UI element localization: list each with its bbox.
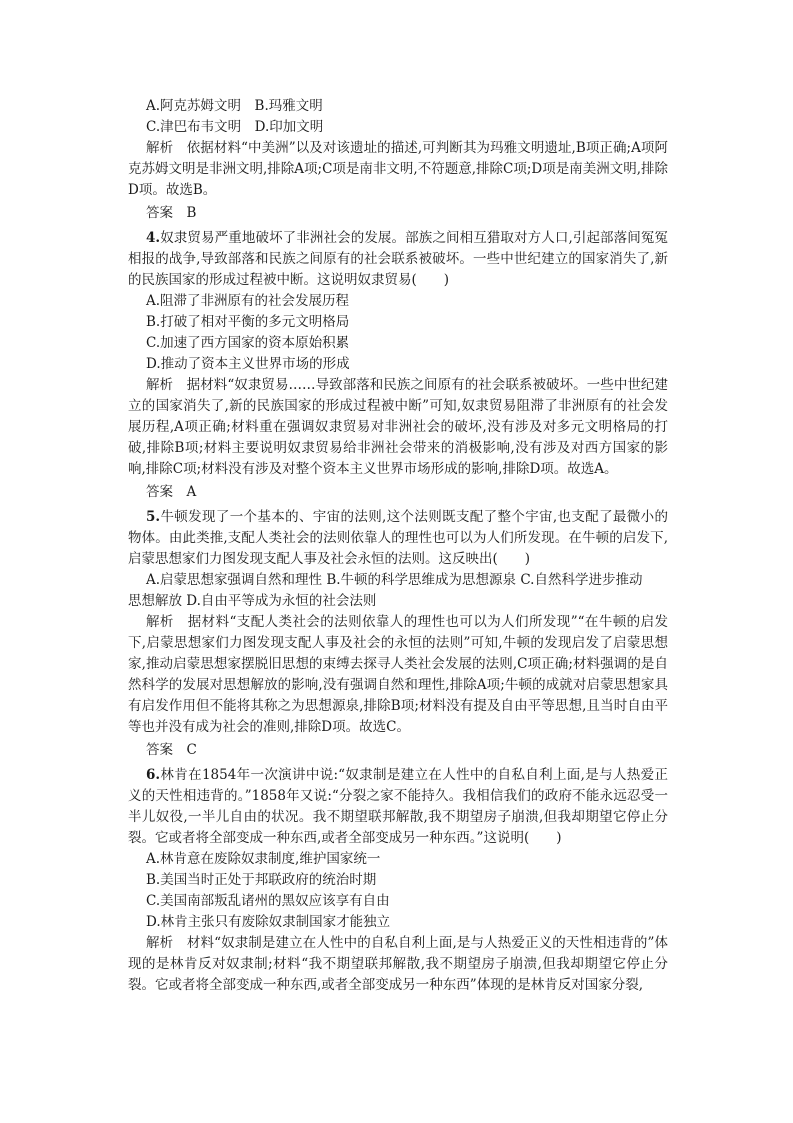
q5-answer: 答案 C [146, 742, 197, 758]
q6-number: 6. [146, 767, 161, 783]
q3-answer: 答案 B [146, 205, 197, 221]
q6-option-d: D.林肯主张只有废除奴隶制国家才能独立 [146, 914, 391, 930]
q4-option-b: B.打破了相对平衡的多元文明格局 [146, 314, 350, 330]
q4-option-c: C.加速了西方国家的资本原始积累 [146, 335, 350, 351]
q4-number: 4. [146, 230, 161, 246]
q6-analysis: 解析 材料“奴隶制是建立在人性中的自私自利上面,是与人热爱正义的天性相违背的”体现的是林肯反对奴隶制;材料“我不期望联邦解散,我不期望房子崩溃,但我却期望它停止分裂。它或者将全部变成一种东西,或者全部变成另一种东西”体现的是林肯反对国家分裂, [128, 935, 668, 993]
q4-option-a: A.阻滞了非洲原有的社会发展历程 [146, 293, 350, 309]
q5-stem [128, 507, 668, 570]
q5-number: 5. [146, 509, 161, 525]
q3-options-line1: A.阿克苏姆文明 B.玛雅文明 [146, 98, 323, 114]
document-content [128, 96, 668, 996]
q5-analysis: 解析 据材料“支配人类社会的法则依靠人的理性也可以为人们所发现”“在牛顿的启发下,启蒙思想家们力图发现支配人事及社会的永恒的法则”可知,牛顿的发现启发了启蒙思想家,推动启蒙思想家摆脱旧思想的束缚去探寻人类社会发展的法则,C项正确;材料强调的是自然科学的发展对思想解放的影响,没有强调自然和理性,排除A项;牛顿的成就对启蒙思想家具有启发作用但不能将其称之为思想源泉,排除B项;材料没有提及自由平等思想,且当时自由平等也并没有成为社会的准则,排除D项。故选C。 [128, 614, 668, 735]
q4-analysis: 解析 据材料“奴隶贸易……导致部落和民族之间原有的社会联系被破坏。一些中世纪建立的国家消失了,新的民族国家的形成过程被中断”可知,奴隶贸易阻滞了非洲原有的社会发展历程,A项正确;材料重在强调奴隶贸易对非洲社会的破坏,没有涉及对多元文明格局的打破,排除B项;材料主要说明奴隶贸易给非洲社会带来的消极影响,没有涉及对西方国家的影响,排除C项;材料没有涉及对整个资本主义世界市场形成的影响,排除D项。故选A。 [128, 377, 668, 477]
q6-option-b: B.美国当时正处于邦联政府的统治时期 [146, 872, 377, 888]
q6-stem-text: 林肯在1854年一次演讲中说:“奴隶制是建立在人性中的自私自利上面,是与人热爱正义的天性相违背的。”1858年又说:“分裂之家不能持久。我相信我们的政府不能永远忍受一半儿奴役,一半儿自由的状况。我不期望联邦解散,我不期望房子崩溃,但我却期望它停止分裂。它或者将全部变成一种东西,或者全部变成另一种东西。”这说明( ) [128, 767, 668, 846]
q4-answer: 答案 A [146, 484, 197, 500]
q6-stem [128, 765, 668, 849]
q3-analysis: 解析 依据材料“中美洲”以及对该遗址的描述,可判断其为玛雅文明遗址,B项正确;A项阿克苏姆文明是非洲文明,排除A项;C项是南非文明,不符题意,排除C项;D项是南美洲文明,排除D项。故选B。 [128, 140, 668, 198]
q5-options-line1: A.启蒙思想家强调自然和理性 B.牛顿的科学思维成为思想源泉 C.自然科学进步推动 [146, 572, 643, 588]
q4-stem-text: 奴隶贸易严重地破坏了非洲社会的发展。部族之间相互猎取对方人口,引起部落间冤冤相报的战争,导致部落和民族之间原有的社会联系被破坏。一些中世纪建立的国家消失了,新的民族国家的形成过程被中断。这说明奴隶贸易( ) [128, 230, 668, 288]
q4-option-d: D.推动了资本主义世界市场的形成 [146, 356, 350, 372]
q3-options-line2: C.津巴布韦文明 D.印加文明 [146, 119, 324, 135]
q5-stem-text: 牛顿发现了一个基本的、宇宙的法则,这个法则既支配了整个宇宙,也支配了最微小的物体。由此类推,支配人类社会的法则依靠人的理性也可以为人们所发现。在牛顿的启发下,启蒙思想家们力图发现支配人事及社会永恒的法则。这反映出( ) [128, 509, 668, 567]
q5-options-line2: 思想解放 D.自由平等成为永恒的社会法则 [128, 593, 377, 609]
q6-option-a: A.林肯意在废除奴隶制度,维护国家统一 [146, 851, 381, 867]
q6-option-c: C.美国南部叛乱诸州的黑奴应该享有自由 [146, 893, 390, 909]
q4-stem [128, 228, 668, 291]
